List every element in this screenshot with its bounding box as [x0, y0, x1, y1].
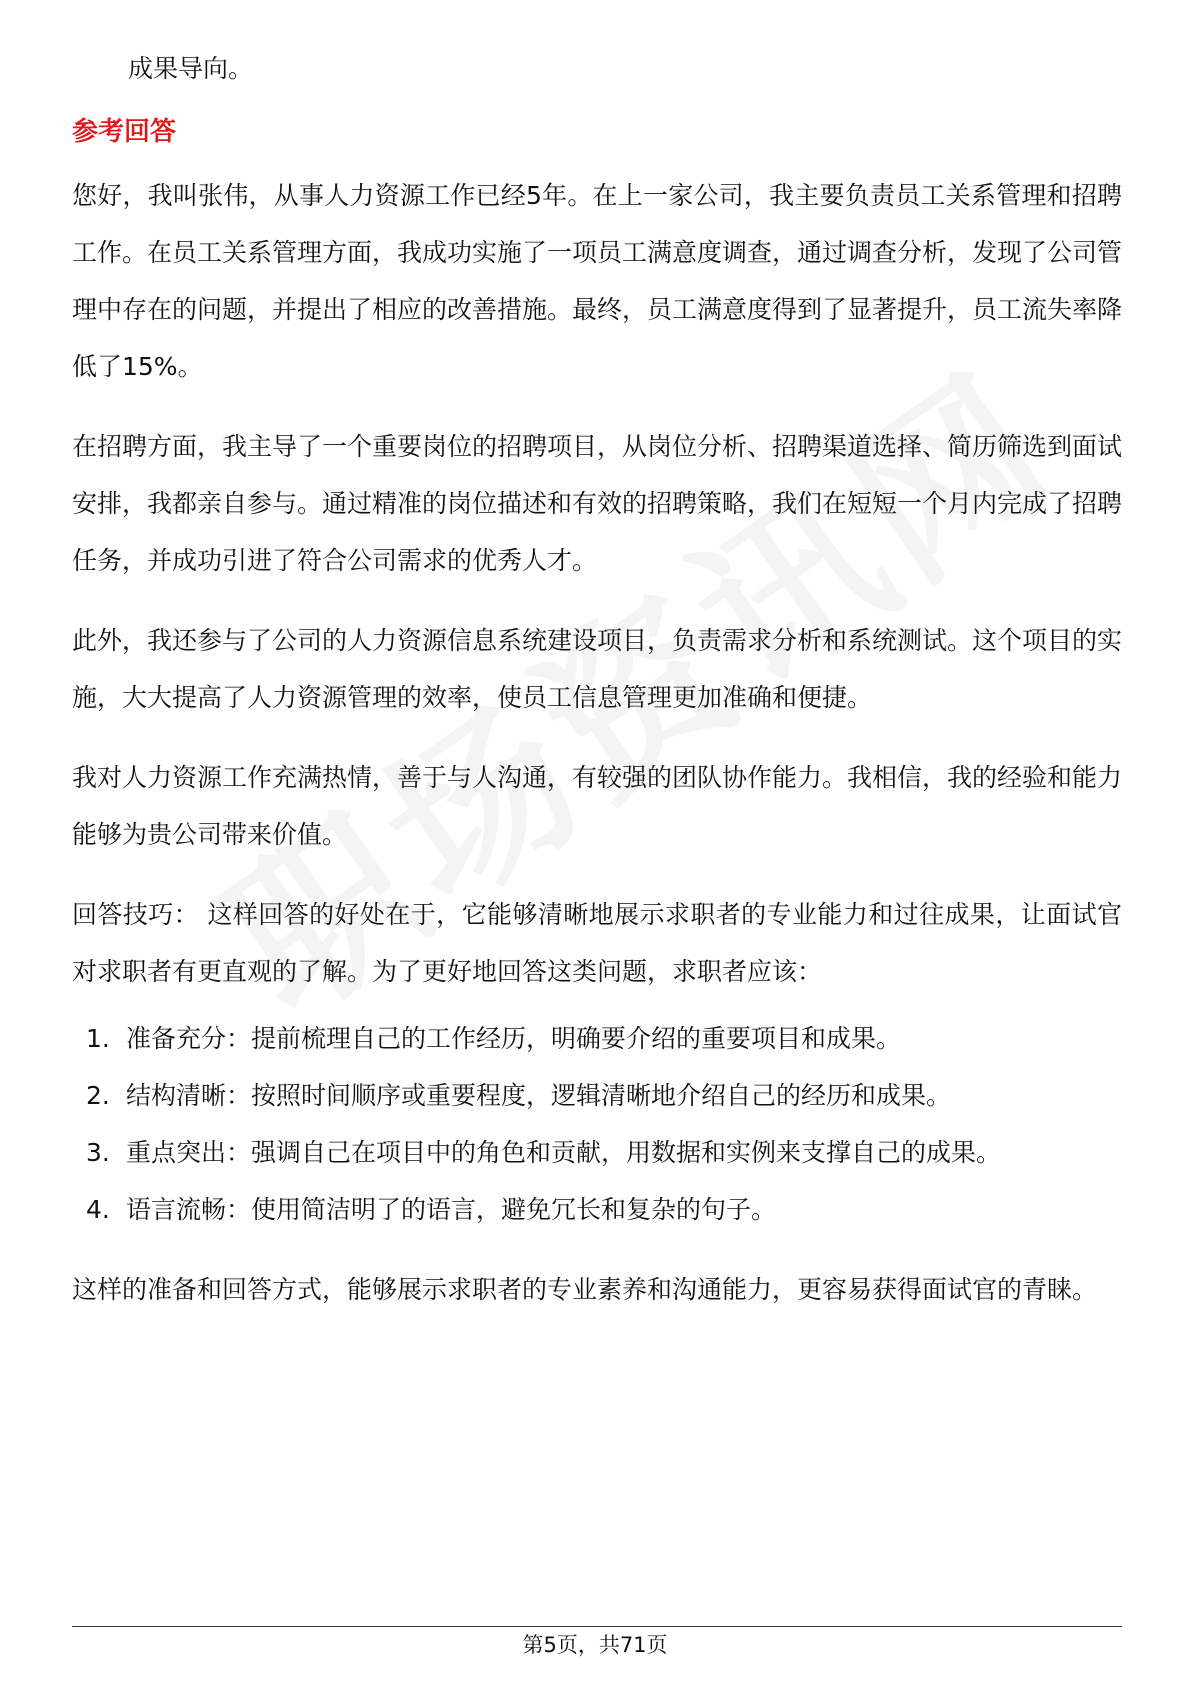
- list-number: 1.: [86, 1024, 110, 1053]
- tips-intro-paragraph: 回答技巧： 这样回答的好处在于，它能够清晰地展示求职者的专业能力和过往成果，让面试官对求职者有更直观的了解。为了更好地回答这类问题，求职者应该：: [72, 900, 1122, 986]
- answer-paragraph-1: 您好，我叫张伟，从事人力资源工作已经5年。在上一家公司，我主要负责员工关系管理和招聘工作。在员工关系管理方面，我成功实施了一项员工满意度调查，通过调查分析，发现了公司管理中存在的问题，并提出了相应的改善措施。最终，员工满意度得到了显著提升，员工流失率降低了15%。: [72, 181, 1123, 381]
- list-item-text: 结构清晰：按照时间顺序或重要程度，逻辑清晰地介绍自己的经历和成果。: [126, 1081, 952, 1110]
- intro-line: 成果导向。: [128, 54, 254, 83]
- list-item: [72, 1124, 1122, 1181]
- list-item: [72, 1181, 1122, 1238]
- list-item: [72, 1010, 1122, 1067]
- list-item: [72, 1067, 1122, 1124]
- list-number: 4.: [86, 1195, 110, 1224]
- page-content: [72, 40, 1122, 1318]
- list-item-text: 语言流畅：使用简洁明了的语言，避免冗长和复杂的句子。: [126, 1195, 777, 1224]
- list-item-text: 重点突出：强调自己在项目中的角色和贡献，用数据和实例来支撑自己的成果。: [126, 1138, 1002, 1167]
- list-number: 2.: [86, 1081, 110, 1110]
- footer-divider: [72, 1626, 1122, 1627]
- answer-paragraph-2: 在招聘方面，我主导了一个重要岗位的招聘项目，从岗位分析、招聘渠道选择、简历筛选到面试安排，我都亲自参与。通过精准的岗位描述和有效的招聘策略，我们在短短一个月内完成了招聘任务，并成功引进了符合公司需求的优秀人才。: [72, 432, 1123, 575]
- list-number: 3.: [86, 1138, 110, 1167]
- conclusion-paragraph: 这样的准备和回答方式，能够展示求职者的专业素养和沟通能力，更容易获得面试官的青睐。: [72, 1275, 1098, 1304]
- page-number: 第5页，共71页: [522, 1633, 668, 1657]
- answer-paragraph-4: 我对人力资源工作充满热情，善于与人沟通，有较强的团队协作能力。我相信，我的经验和能力能够为贵公司带来价值。: [72, 763, 1123, 849]
- tips-list: [72, 1010, 1122, 1238]
- section-heading: 参考回答: [72, 117, 177, 147]
- list-item-text: 准备充分：提前梳理自己的工作经历，明确要介绍的重要项目和成果。: [126, 1024, 902, 1053]
- answer-paragraph-3: 此外，我还参与了公司的人力资源信息系统建设项目，负责需求分析和系统测试。这个项目的实施，大大提高了人力资源管理的效率，使员工信息管理更加准确和便捷。: [72, 626, 1123, 712]
